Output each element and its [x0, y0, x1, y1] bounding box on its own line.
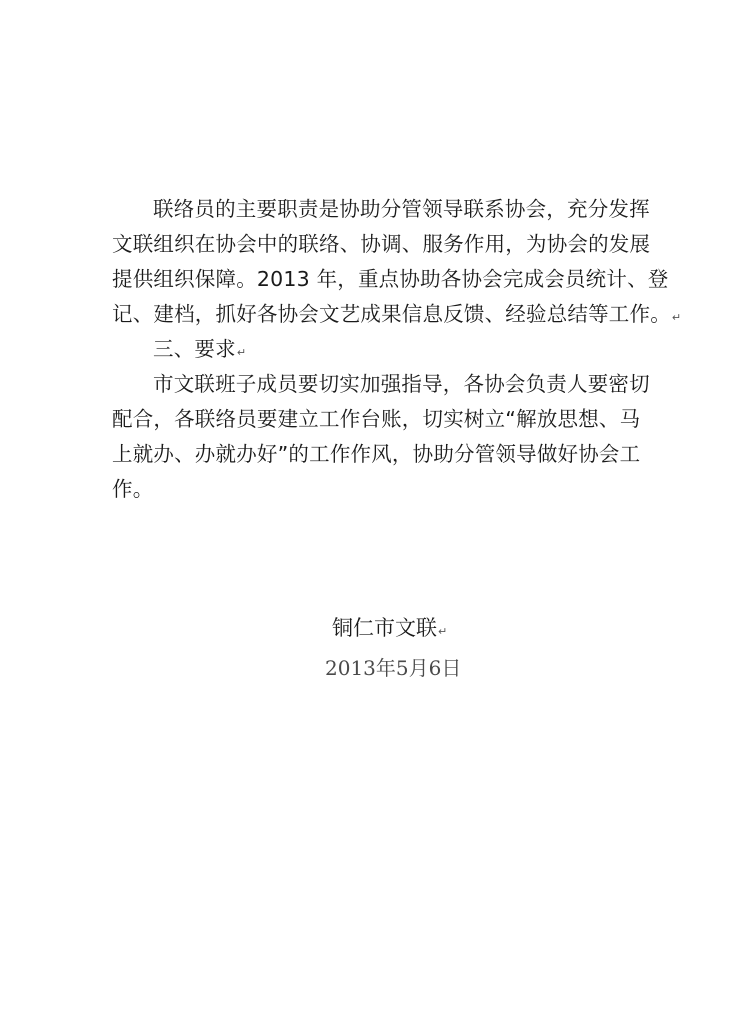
paragraph-line: 作。 — [112, 477, 154, 501]
signature-org: 铜仁市文联↵ — [332, 616, 448, 640]
paragraph-line: 上就办、办就办好”的工作作风，协助分管领导做好协会工 — [112, 442, 641, 466]
paragraph-line: 市文联班子成员要切实加强指导，各协会负责人要密切 — [153, 372, 650, 396]
paragraph-line: 提供组织保障。2013 年，重点协助各协会完成会员统计、登 — [112, 267, 669, 291]
paragraph-mark-icon: ↵ — [671, 311, 682, 324]
paragraph-line: 配合，各联络员要建立工作台账，切实树立“解放思想、马 — [112, 407, 641, 431]
document-body — [112, 192, 682, 507]
paragraph-line: 联络员的主要职责是协助分管领导联系协会，充分发挥 — [153, 197, 650, 221]
signature-date: 2013年5月6日 — [325, 656, 462, 680]
paragraph-line: 文联组织在协会中的联络、协调、服务作用，为协会的发展 — [112, 232, 651, 256]
paragraph-line: 记、建档，抓好各协会文艺成果信息反馈、经验总结等工作。↵ — [112, 302, 682, 326]
paragraph-mark-icon: ↵ — [438, 625, 448, 638]
section-heading: 三、要求↵ — [153, 337, 247, 361]
paragraph-mark-icon: ↵ — [236, 346, 247, 359]
